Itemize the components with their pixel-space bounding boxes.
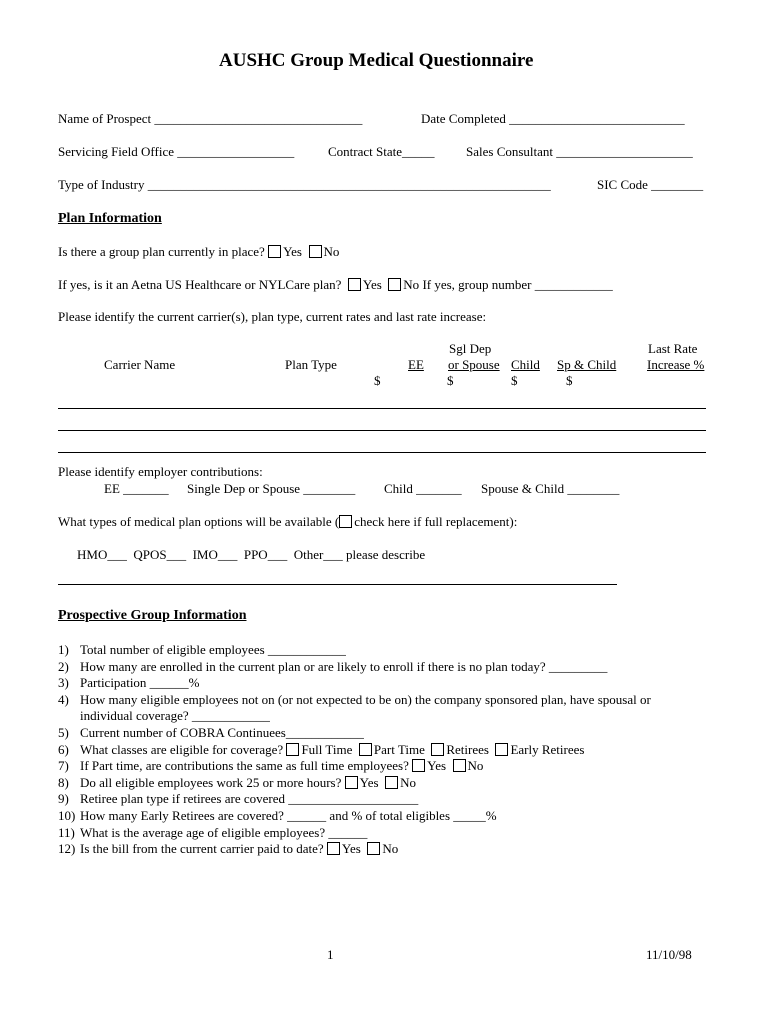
dollar-sign-child: $ xyxy=(511,373,518,388)
col-header-ee: EE xyxy=(408,357,424,372)
list-item-text[interactable]: individual coverage? ____________ xyxy=(80,708,270,724)
col-header-sp-child: Sp & Child xyxy=(557,357,617,372)
option-checkbox[interactable] xyxy=(431,743,444,756)
list-item xyxy=(58,742,588,757)
list-item xyxy=(58,642,346,657)
option-checkbox[interactable] xyxy=(359,743,372,756)
option-label: Yes xyxy=(359,774,379,790)
option-checkbox[interactable] xyxy=(345,776,358,789)
list-item-number: 3) xyxy=(58,675,69,691)
list-item-text: Is the bill from the current carrier paid to date? xyxy=(80,841,324,857)
carrier-entry-line[interactable] xyxy=(58,408,706,409)
col-header-sgl-dep: Sgl Dep xyxy=(449,341,492,356)
sales-consultant-field[interactable]: Sales Consultant _____________________ xyxy=(466,144,693,159)
option-checkbox[interactable] xyxy=(385,776,398,789)
full-replacement-checkbox[interactable] xyxy=(339,515,352,528)
list-item xyxy=(58,758,487,773)
list-item-text: What classes are eligible for coverage? xyxy=(80,741,284,757)
option-label: No xyxy=(382,841,399,857)
group-plan-question-text: Is there a group plan currently in place? xyxy=(58,244,265,259)
option-label: Early Retirees xyxy=(510,741,585,757)
option-checkbox[interactable] xyxy=(495,743,508,756)
group-plan-yes-label: Yes xyxy=(283,244,302,259)
list-item-number: 5) xyxy=(58,725,69,740)
industry-field[interactable]: Type of Industry ______________________________________________________________ xyxy=(58,177,551,192)
prospective-group-heading: Prospective Group Information xyxy=(58,608,247,623)
contribution-spouse-child-field[interactable]: Spouse & Child ________ xyxy=(481,481,620,496)
sic-code-field[interactable]: SIC Code ________ xyxy=(597,177,704,192)
list-item xyxy=(58,692,651,707)
list-item-number: 11) xyxy=(58,824,75,840)
option-label: Yes xyxy=(341,841,361,857)
option-label: No xyxy=(400,774,416,790)
group-number-field[interactable]: If yes, group number ____________ xyxy=(422,277,613,292)
option-checkbox[interactable] xyxy=(412,759,425,772)
list-item xyxy=(58,791,418,806)
group-plan-yes-checkbox[interactable] xyxy=(268,245,281,258)
carrier-entry-line[interactable] xyxy=(58,452,706,453)
contribution-child-field[interactable]: Child _______ xyxy=(384,481,462,496)
aetna-plan-no-checkbox[interactable] xyxy=(388,278,401,291)
list-item-number: 10) xyxy=(58,808,76,823)
aetna-plan-yes-checkbox[interactable] xyxy=(348,278,361,291)
list-item-text[interactable]: What is the average age of eligible employees? ______ xyxy=(80,824,368,840)
contributions-prompt: Please identify employer contributions: xyxy=(58,464,263,479)
list-item-number: 7) xyxy=(58,758,69,774)
list-item xyxy=(58,675,200,690)
list-item-text[interactable]: How many are enrolled in the current plan or are likely to enroll if there is no plan today? _________ xyxy=(80,658,608,674)
option-checkbox[interactable] xyxy=(367,842,380,855)
list-item-number: 6) xyxy=(58,741,69,757)
list-item-text: How many eligible employees not on (or not expected to be on) the company sponsored plan, have spousal or xyxy=(80,691,651,707)
plan-options-list[interactable]: HMO___ QPOS___ IMO___ PPO___ Other___ please describe xyxy=(77,547,426,562)
aetna-plan-yes-label: Yes xyxy=(362,277,382,292)
carrier-entry-line[interactable] xyxy=(58,430,706,431)
option-label: Yes xyxy=(427,758,447,774)
field-office-field[interactable]: Servicing Field Office __________________ xyxy=(58,144,295,159)
list-item-number: 12) xyxy=(58,841,76,857)
list-item-number: 8) xyxy=(58,774,69,790)
plan-options-question-text: What types of medical plan options will be available ( xyxy=(58,514,340,529)
footer-date: 11/10/98 xyxy=(646,947,692,962)
option-checkbox[interactable] xyxy=(286,743,299,756)
list-item xyxy=(58,775,419,790)
contract-state-field[interactable]: Contract State_____ xyxy=(328,144,435,159)
page-title: AUSHC Group Medical Questionnaire xyxy=(219,50,534,71)
list-item-text: If Part time, are contributions the same as full time employees? xyxy=(80,758,409,774)
option-label: Part Time xyxy=(373,741,425,757)
list-item-text[interactable]: Current number of COBRA Continuees____________ xyxy=(80,725,364,740)
date-completed-field[interactable]: Date Completed ___________________________ xyxy=(421,111,685,126)
option-label: No xyxy=(467,758,484,774)
plan-information-heading: Plan Information xyxy=(58,211,162,226)
list-item xyxy=(58,659,607,674)
list-item xyxy=(58,725,364,740)
full-replacement-label: check here if full replacement): xyxy=(354,514,518,529)
group-plan-question xyxy=(58,244,339,259)
option-checkbox[interactable] xyxy=(327,842,340,855)
list-item xyxy=(58,841,401,856)
plan-description-line[interactable] xyxy=(58,584,617,585)
list-item-text: Do all eligible employees work 25 or more hours? xyxy=(80,774,342,790)
aetna-plan-question xyxy=(58,277,613,292)
dollar-sign-sgl-dep: $ xyxy=(447,373,454,388)
option-checkbox[interactable] xyxy=(453,759,466,772)
plan-options-question xyxy=(58,514,517,529)
col-header-last-rate: Last Rate xyxy=(648,341,698,356)
option-label: Retirees xyxy=(446,741,489,757)
list-item xyxy=(58,808,497,823)
group-plan-no-checkbox[interactable] xyxy=(309,245,322,258)
col-header-increase: Increase % xyxy=(647,357,705,372)
group-plan-no-label: No xyxy=(323,244,340,259)
page-number: 1 xyxy=(327,947,334,962)
list-item xyxy=(58,708,270,723)
dollar-sign-sp-child: $ xyxy=(566,373,573,388)
list-item-number: 4) xyxy=(58,691,69,707)
list-item-text[interactable]: Participation ______% xyxy=(80,675,200,691)
contribution-single-dep-field[interactable]: Single Dep or Spouse ________ xyxy=(187,481,356,496)
list-item-number: 1) xyxy=(58,642,69,657)
aetna-plan-no-label: No xyxy=(403,277,420,292)
list-item-text[interactable]: Total number of eligible employees ____________ xyxy=(80,642,346,657)
col-header-carrier-name: Carrier Name xyxy=(104,357,176,372)
list-item xyxy=(58,825,367,840)
list-item-number: 2) xyxy=(58,658,69,674)
option-label: Full Time xyxy=(301,741,353,757)
col-header-child: Child xyxy=(511,357,540,372)
col-header-or-spouse: or Spouse xyxy=(448,357,500,372)
dollar-sign-ee: $ xyxy=(374,373,381,388)
aetna-plan-question-text: If yes, is it an Aetna US Healthcare or NYLCare plan? xyxy=(58,277,342,292)
list-item-text[interactable]: Retiree plan type if retirees are covered ____________________ xyxy=(80,791,419,807)
contribution-ee-field[interactable]: EE _______ xyxy=(104,481,169,496)
prospect-name-field[interactable]: Name of Prospect ________________________________ xyxy=(58,111,363,126)
list-item-number: 9) xyxy=(58,791,69,807)
col-header-plan-type: Plan Type xyxy=(285,357,337,372)
list-item-text[interactable]: How many Early Retirees are covered? ______ and % of total eligibles _____% xyxy=(80,808,497,823)
carriers-prompt: Please identify the current carrier(s), plan type, current rates and last rate increase: xyxy=(58,309,487,324)
